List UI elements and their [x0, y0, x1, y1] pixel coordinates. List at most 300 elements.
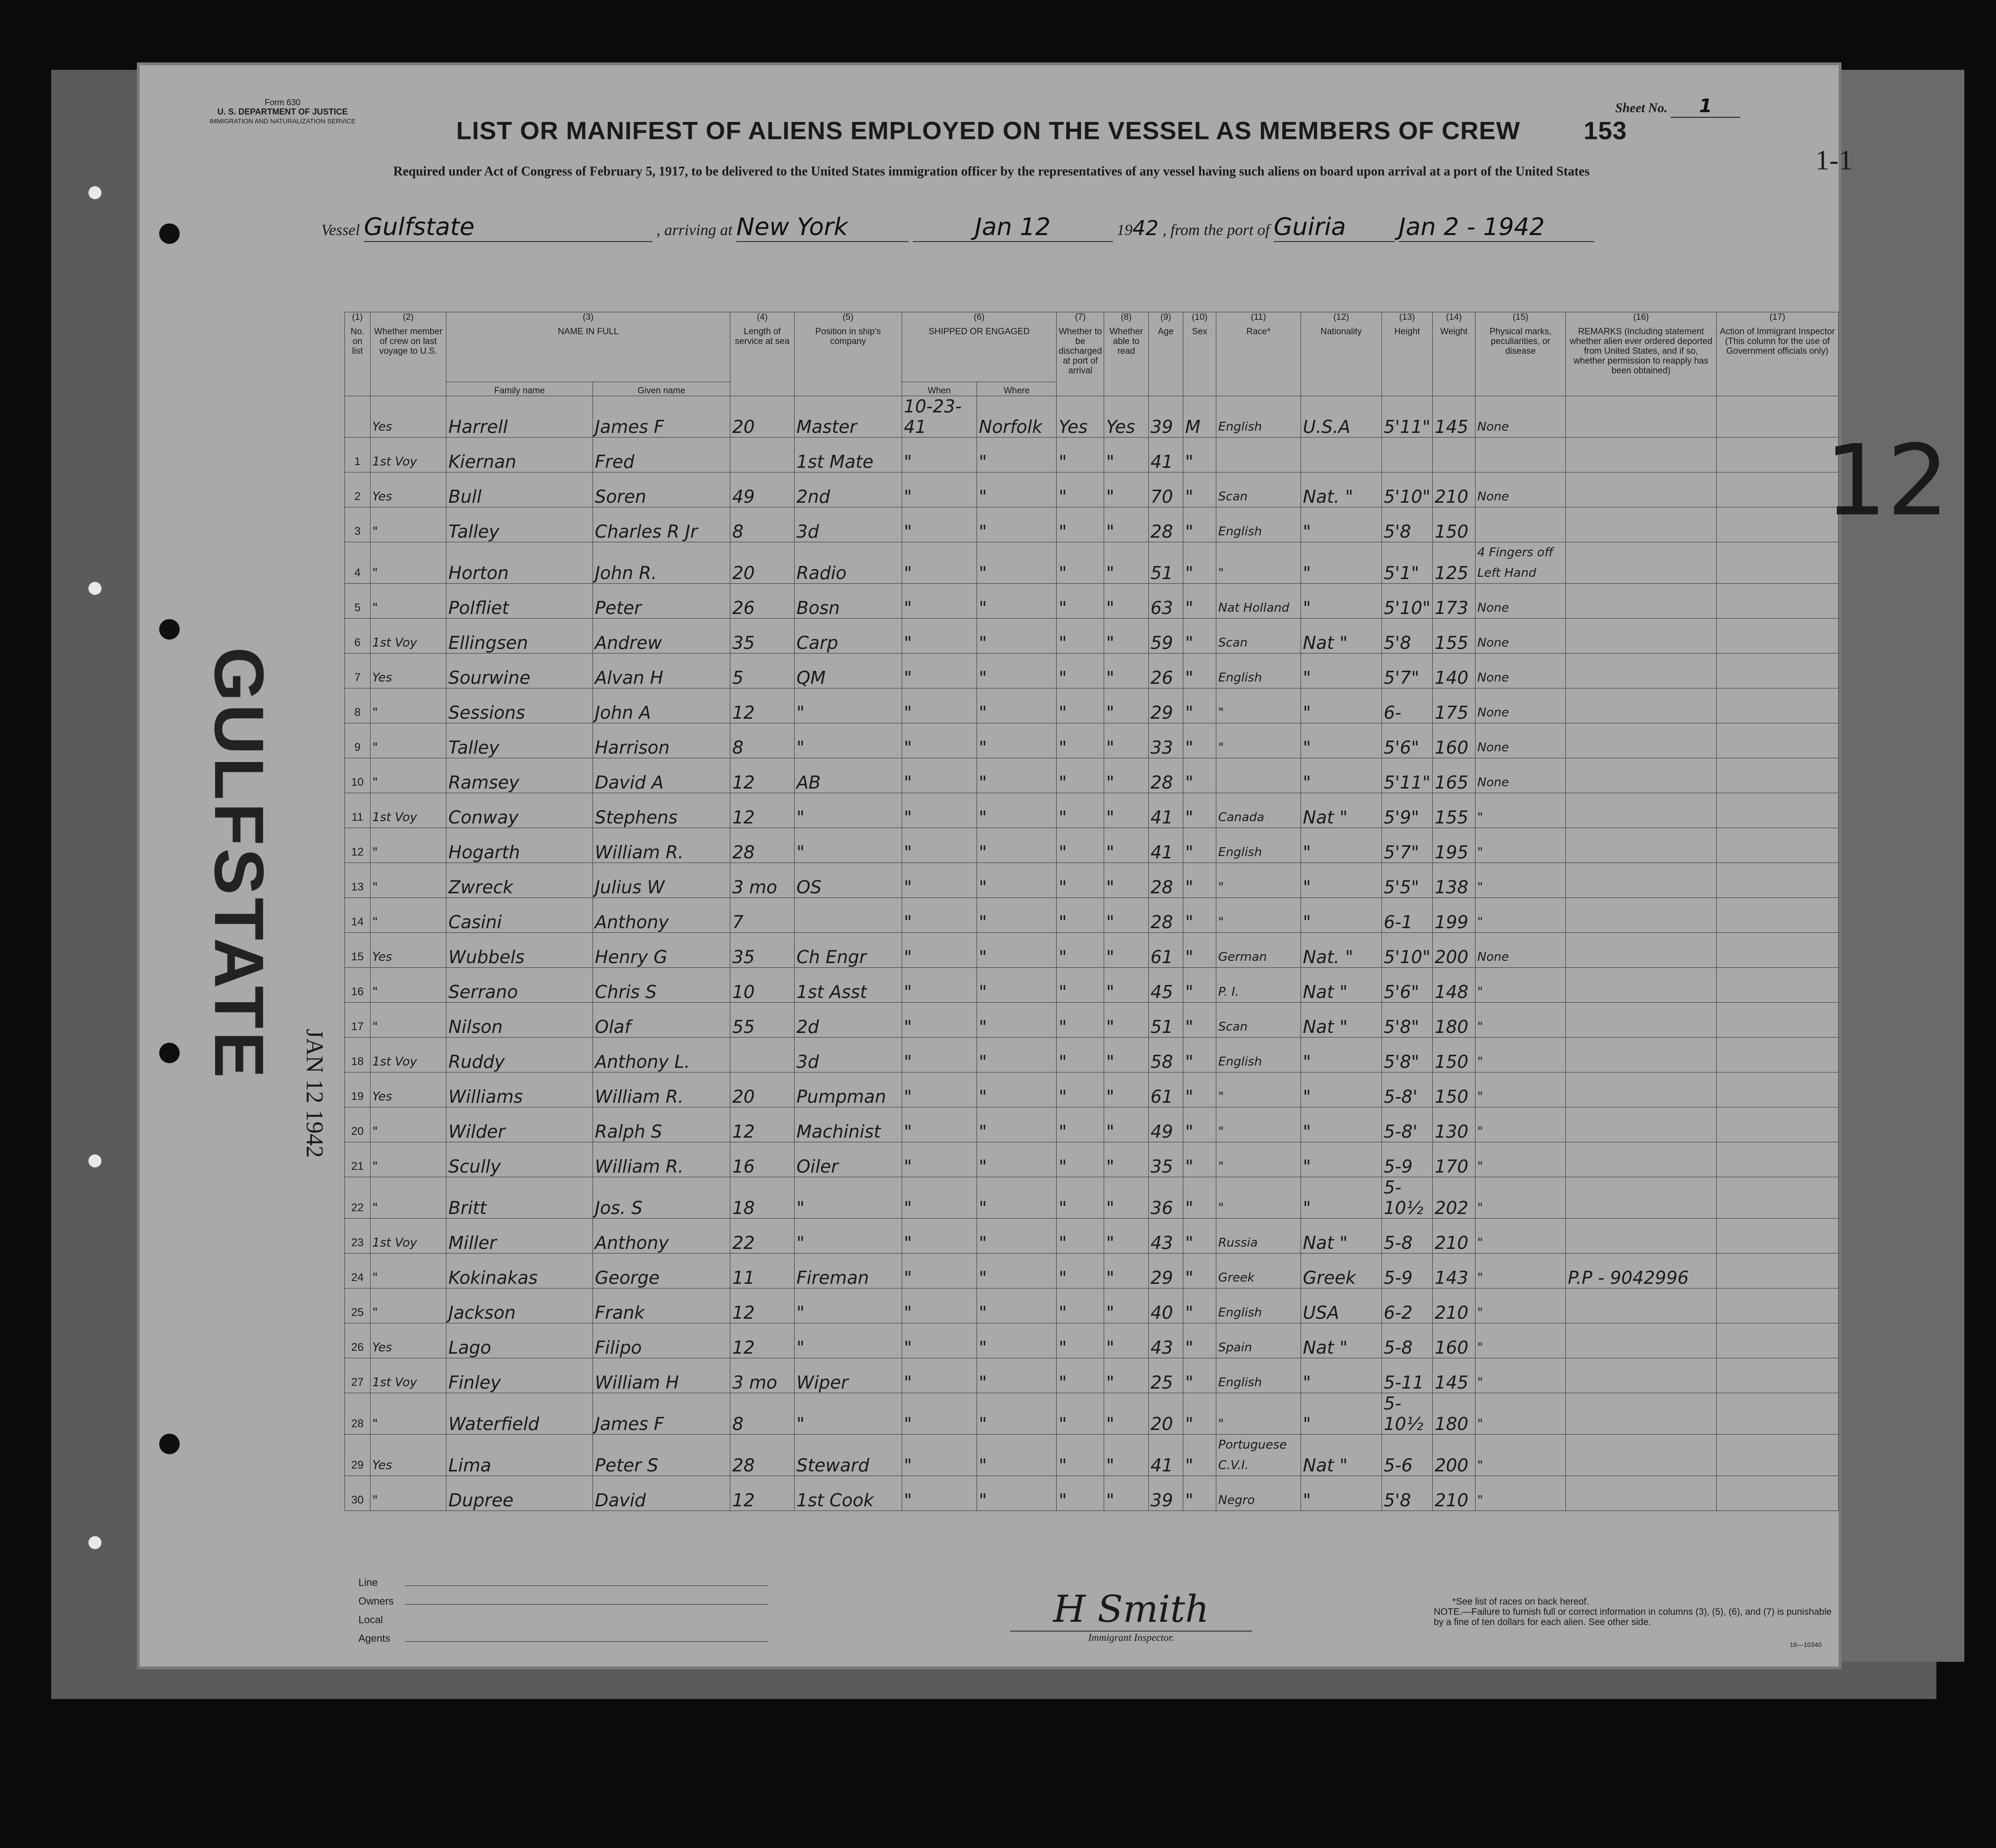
cell-weight: 175: [1433, 688, 1476, 723]
cell-race: Negro: [1216, 1476, 1301, 1511]
cell-last: ": [370, 1254, 446, 1288]
cell-given: William H: [593, 1358, 730, 1393]
cell-last: Yes: [370, 654, 446, 688]
cell-last: ": [370, 542, 446, 584]
cell-read: ": [1104, 542, 1148, 584]
cell-no: 21: [345, 1142, 371, 1177]
cell-race: ": [1216, 1142, 1301, 1177]
cell-family: Serrano: [446, 968, 593, 1003]
cell-read: ": [1104, 1254, 1148, 1288]
cell-discharged: ": [1057, 1393, 1104, 1435]
cell-when: ": [902, 723, 977, 758]
column-header: [1433, 312, 1476, 396]
cell-position: QM: [795, 654, 902, 688]
cell-given: Anthony L.: [593, 1038, 730, 1072]
cell-nationality: ": [1301, 1072, 1382, 1107]
cell-height: 5'11": [1382, 396, 1432, 438]
cell-when: ": [902, 1288, 977, 1323]
cell-weight: 155: [1433, 619, 1476, 654]
cell-service: 11: [730, 1254, 795, 1288]
cell-when: ": [902, 1254, 977, 1288]
cell-weight: 145: [1433, 1358, 1476, 1393]
table-row: [345, 758, 1839, 793]
cell-remarks: [1566, 933, 1716, 968]
cell-discharged: ": [1057, 723, 1104, 758]
cell-where: ": [977, 1072, 1057, 1107]
cell-service: 20: [730, 542, 795, 584]
cell-discharged: ": [1057, 472, 1104, 507]
cell-where: ": [977, 584, 1057, 619]
cell-marks: None: [1475, 619, 1565, 654]
cell-nationality: [1301, 438, 1382, 472]
cell-action: [1716, 1177, 1838, 1219]
column-number: (16): [1633, 312, 1649, 322]
cell-no: 12: [345, 828, 371, 863]
cell-service: 16: [730, 1142, 795, 1177]
cell-where: Norfolk: [977, 396, 1057, 438]
cell-discharged: ": [1057, 1219, 1104, 1254]
cell-where: ": [977, 1288, 1057, 1323]
cell-remarks: [1566, 1323, 1716, 1358]
cell-age: 51: [1148, 1003, 1183, 1038]
cell-action: [1716, 396, 1838, 438]
cell-no: 4: [345, 542, 371, 584]
table-row: [345, 968, 1839, 1003]
table-row: [345, 584, 1839, 619]
cell-height: 5-6: [1382, 1435, 1432, 1476]
cell-where: ": [977, 828, 1057, 863]
cell-read: ": [1104, 1393, 1148, 1435]
cell-family: Miller: [446, 1219, 593, 1254]
table-row: [345, 396, 1839, 438]
cell-remarks: [1566, 542, 1716, 584]
cell-age: 58: [1148, 1038, 1183, 1072]
cell-service: 35: [730, 619, 795, 654]
cell-discharged: ": [1057, 828, 1104, 863]
cell-nationality: Nat ": [1301, 1003, 1382, 1038]
punch-hole: [159, 1043, 180, 1063]
cell-where: ": [977, 1142, 1057, 1177]
cell-read: ": [1104, 1358, 1148, 1393]
cell-no: 28: [345, 1393, 371, 1435]
cell-no: 8: [345, 688, 371, 723]
cell-when: ": [902, 1072, 977, 1107]
cell-height: 5'8: [1382, 507, 1432, 542]
table-row: [345, 1142, 1839, 1177]
cell-discharged: ": [1057, 758, 1104, 793]
cell-when: ": [902, 1219, 977, 1254]
cell-marks: ": [1475, 1476, 1565, 1511]
cell-service: [730, 1038, 795, 1072]
cell-marks: None: [1475, 758, 1565, 793]
cell-age: 59: [1148, 619, 1183, 654]
cell-given: Jos. S: [593, 1177, 730, 1219]
cell-where: ": [977, 933, 1057, 968]
cell-age: 28: [1148, 863, 1183, 898]
signature: H Smith: [1010, 1587, 1252, 1632]
cell-age: 29: [1148, 688, 1183, 723]
cell-read: ": [1104, 933, 1148, 968]
cell-given: David A: [593, 758, 730, 793]
cell-discharged: ": [1057, 688, 1104, 723]
cell-height: 6-: [1382, 688, 1432, 723]
cell-sex: ": [1183, 1003, 1216, 1038]
cell-read: Yes: [1104, 396, 1148, 438]
cell-remarks: [1566, 1003, 1716, 1038]
cell-last: 1st Voy: [370, 619, 446, 654]
cell-when: ": [902, 472, 977, 507]
cell-discharged: ": [1057, 1288, 1104, 1323]
cell-last: ": [370, 1107, 446, 1142]
cell-given: Stephens: [593, 793, 730, 828]
column-label: Nationality: [1320, 327, 1362, 337]
cell-service: 35: [730, 933, 795, 968]
cell-no: 26: [345, 1323, 371, 1358]
cell-age: 49: [1148, 1107, 1183, 1142]
cell-height: 5-10½: [1382, 1393, 1432, 1435]
column-number: (10): [1192, 312, 1207, 322]
stamp-date: JAN 12 1942: [301, 1029, 328, 1158]
cell-race: English: [1216, 396, 1301, 438]
cell-age: 28: [1148, 758, 1183, 793]
cell-remarks: [1566, 1219, 1716, 1254]
cell-when: ": [902, 1177, 977, 1219]
cell-weight: 202: [1433, 1177, 1476, 1219]
cell-age: 35: [1148, 1142, 1183, 1177]
cell-race: ": [1216, 1072, 1301, 1107]
cell-no: 16: [345, 968, 371, 1003]
departure-port: Guiria: [1274, 213, 1395, 242]
cell-service: 7: [730, 898, 795, 933]
cell-last: 1st Voy: [370, 1038, 446, 1072]
manifest-number: 153: [1584, 117, 1627, 145]
cell-read: ": [1104, 1288, 1148, 1323]
cell-discharged: ": [1057, 1177, 1104, 1219]
cell-when: ": [902, 1435, 977, 1476]
column-label: REMARKS (Including statement whether alien ever ordered deported from United States, and if so, whether permission to reapply has been obtained): [1570, 327, 1713, 376]
cell-given: Filipo: [593, 1323, 730, 1358]
cell-service: 8: [730, 507, 795, 542]
column-number: (4): [756, 312, 768, 322]
cell-given: Ralph S: [593, 1107, 730, 1142]
cell-discharged: ": [1057, 1476, 1104, 1511]
table-row: [345, 898, 1839, 933]
cell-position: 2nd: [795, 472, 902, 507]
cell-no: 3: [345, 507, 371, 542]
column-number: (9): [1160, 312, 1171, 322]
cell-where: ": [977, 1107, 1057, 1142]
cell-service: 49: [730, 472, 795, 507]
title-text: LIST OR MANIFEST OF ALIENS EMPLOYED ON THE VESSEL AS MEMBERS OF CREW: [456, 117, 1521, 145]
cell-race: ": [1216, 1107, 1301, 1142]
cell-sex: ": [1183, 1323, 1216, 1358]
header-row: [345, 312, 1839, 382]
cell-sex: ": [1183, 1219, 1216, 1254]
cell-last: ": [370, 828, 446, 863]
cell-given: Henry G: [593, 933, 730, 968]
cell-sex: M: [1183, 396, 1216, 438]
cell-height: 5'11": [1382, 758, 1432, 793]
subcolumn-header: When: [902, 382, 977, 396]
table-row: [345, 1107, 1839, 1142]
cell-remarks: [1566, 968, 1716, 1003]
cell-family: Finley: [446, 1358, 593, 1393]
cell-read: ": [1104, 1435, 1148, 1476]
cell-where: ": [977, 898, 1057, 933]
arrival-port: New York: [736, 213, 909, 242]
cell-family: Conway: [446, 793, 593, 828]
table-row: [345, 688, 1839, 723]
cell-weight: [1433, 438, 1476, 472]
subcolumn-header: Where: [977, 382, 1057, 396]
cell-read: ": [1104, 507, 1148, 542]
cell-discharged: ": [1057, 1072, 1104, 1107]
cell-no: 23: [345, 1219, 371, 1254]
cell-sex: ": [1183, 1435, 1216, 1476]
cell-nationality: ": [1301, 1038, 1382, 1072]
punch-hole: [159, 619, 180, 640]
arrival-year: 42: [1133, 216, 1159, 240]
cell-marks: ": [1475, 1358, 1565, 1393]
cell-where: ": [977, 1476, 1057, 1511]
right-margin-note: 12: [1825, 424, 1949, 538]
cell-sex: ": [1183, 1393, 1216, 1435]
cell-family: Nilson: [446, 1003, 593, 1038]
table-row: [345, 472, 1839, 507]
cell-weight: 170: [1433, 1142, 1476, 1177]
cell-height: 5-8': [1382, 1072, 1432, 1107]
cell-age: 41: [1148, 1435, 1183, 1476]
cell-height: 5'6": [1382, 968, 1432, 1003]
cell-where: ": [977, 507, 1057, 542]
cell-nationality: Nat. ": [1301, 472, 1382, 507]
punch-hole: [159, 223, 180, 244]
cell-family: Kiernan: [446, 438, 593, 472]
cell-action: [1716, 1142, 1838, 1177]
cell-family: Casini: [446, 898, 593, 933]
cell-action: [1716, 438, 1838, 472]
cell-when: ": [902, 1323, 977, 1358]
cell-remarks: [1566, 758, 1716, 793]
cell-no: 22: [345, 1177, 371, 1219]
cell-family: Lago: [446, 1323, 593, 1358]
cell-height: 5-10½: [1382, 1177, 1432, 1219]
cell-age: 43: [1148, 1323, 1183, 1358]
cell-last: ": [370, 1142, 446, 1177]
cell-no: 7: [345, 654, 371, 688]
cell-when: ": [902, 933, 977, 968]
race-note: *See list of races on back hereof.: [1452, 1597, 1589, 1607]
cell-where: ": [977, 1038, 1057, 1072]
column-label: No. on list: [351, 327, 364, 356]
cell-position: Radio: [795, 542, 902, 584]
cell-height: 5'1": [1382, 542, 1432, 584]
cell-given: Chris S: [593, 968, 730, 1003]
cell-when: ": [902, 1038, 977, 1072]
cell-discharged: ": [1057, 968, 1104, 1003]
cell-discharged: ": [1057, 1435, 1104, 1476]
cell-marks: ": [1475, 1003, 1565, 1038]
cell-marks: None: [1475, 723, 1565, 758]
cell-read: ": [1104, 968, 1148, 1003]
cell-nationality: ": [1301, 1177, 1382, 1219]
cell-sex: ": [1183, 654, 1216, 688]
cell-action: [1716, 1038, 1838, 1072]
cell-where: ": [977, 472, 1057, 507]
cell-action: [1716, 793, 1838, 828]
cell-sex: ": [1183, 1358, 1216, 1393]
cell-where: ": [977, 863, 1057, 898]
cell-given: William R.: [593, 1142, 730, 1177]
page-title: [456, 116, 1627, 145]
cell-where: ": [977, 438, 1057, 472]
margin-hole: [88, 1154, 101, 1167]
cell-nationality: Nat ": [1301, 1323, 1382, 1358]
agents-field: [358, 1611, 768, 1648]
subcolumn-header: Given name: [593, 382, 730, 396]
cell-action: [1716, 1323, 1838, 1358]
cell-nationality: ": [1301, 1142, 1382, 1177]
column-number: (1): [352, 312, 363, 322]
cell-marks: None: [1475, 584, 1565, 619]
cell-family: Waterfield: [446, 1393, 593, 1435]
cell-weight: 160: [1433, 1323, 1476, 1358]
column-header: [345, 312, 371, 396]
table-row: [345, 793, 1839, 828]
cell-nationality: ": [1301, 1358, 1382, 1393]
cell-position: Carp: [795, 619, 902, 654]
cell-remarks: [1566, 1358, 1716, 1393]
cell-when: ": [902, 828, 977, 863]
cell-service: 28: [730, 1435, 795, 1476]
cell-marks: ": [1475, 1288, 1565, 1323]
cell-race: ": [1216, 723, 1301, 758]
cell-position: Master: [795, 396, 902, 438]
cell-race: ": [1216, 542, 1301, 584]
cell-last: Yes: [370, 933, 446, 968]
corner-note: 1-1: [1815, 145, 1853, 175]
manifest-rows: [345, 396, 1839, 1511]
cell-position: ": [795, 723, 902, 758]
cell-position: Oiler: [795, 1142, 902, 1177]
cell-position: ": [795, 688, 902, 723]
form-id: [209, 98, 356, 126]
cell-last: ": [370, 1177, 446, 1219]
cell-sex: ": [1183, 584, 1216, 619]
cell-no: 25: [345, 1288, 371, 1323]
table-row: [345, 723, 1839, 758]
cell-action: [1716, 1219, 1838, 1254]
table-row: [345, 1358, 1839, 1393]
cell-height: 5'10": [1382, 584, 1432, 619]
cell-given: Fred: [593, 438, 730, 472]
cell-discharged: ": [1057, 933, 1104, 968]
cell-age: 25: [1148, 1358, 1183, 1393]
cell-nationality: ": [1301, 1476, 1382, 1511]
column-header: [902, 312, 1057, 382]
cell-weight: 180: [1433, 1393, 1476, 1435]
cell-no: 9: [345, 723, 371, 758]
cell-no: 20: [345, 1107, 371, 1142]
table-row: [345, 828, 1839, 863]
table-row: [345, 1003, 1839, 1038]
table-row: [345, 654, 1839, 688]
line-field: [358, 1573, 768, 1592]
vessel-name: Gulfstate: [364, 213, 653, 242]
cell-when: ": [902, 584, 977, 619]
cell-given: George: [593, 1254, 730, 1288]
cell-height: 5-8': [1382, 1107, 1432, 1142]
cell-discharged: ": [1057, 1038, 1104, 1072]
column-label: Age: [1158, 327, 1174, 337]
cell-remarks: [1566, 1435, 1716, 1476]
cell-when: ": [902, 898, 977, 933]
cell-position: ": [795, 1219, 902, 1254]
column-label: NAME IN FULL: [558, 327, 619, 337]
cell-sex: ": [1183, 542, 1216, 584]
cell-age: 41: [1148, 438, 1183, 472]
cell-action: [1716, 933, 1838, 968]
subcolumn-header: Family name: [446, 382, 593, 396]
cell-read: ": [1104, 793, 1148, 828]
cell-service: 22: [730, 1219, 795, 1254]
cell-family: Dupree: [446, 1476, 593, 1511]
cell-age: 41: [1148, 793, 1183, 828]
form-number: Form 630: [264, 98, 301, 107]
cell-nationality: Nat ": [1301, 1219, 1382, 1254]
cell-no: 10: [345, 758, 371, 793]
cell-age: 29: [1148, 1254, 1183, 1288]
cell-service: 8: [730, 1393, 795, 1435]
cell-position: 2d: [795, 1003, 902, 1038]
departure-date: Jan 2 - 1942: [1399, 213, 1594, 242]
cell-nationality: USA: [1301, 1288, 1382, 1323]
cell-height: 6-2: [1382, 1288, 1432, 1323]
department: U. S. DEPARTMENT OF JUSTICE: [217, 107, 348, 116]
cell-action: [1716, 1393, 1838, 1435]
cell-sex: ": [1183, 438, 1216, 472]
cell-race: [1216, 758, 1301, 793]
cell-when: ": [902, 758, 977, 793]
cell-race: Greek: [1216, 1254, 1301, 1288]
column-number: (14): [1446, 312, 1462, 322]
cell-action: [1716, 619, 1838, 654]
cell-nationality: Nat. ": [1301, 933, 1382, 968]
cell-last: Yes: [370, 1323, 446, 1358]
cell-read: ": [1104, 758, 1148, 793]
cell-age: 20: [1148, 1393, 1183, 1435]
cell-read: ": [1104, 1107, 1148, 1142]
cell-height: 5'6": [1382, 723, 1432, 758]
cell-nationality: ": [1301, 898, 1382, 933]
inspector-label: Immigrant Inspector.: [1088, 1632, 1174, 1643]
cell-marks: ": [1475, 1393, 1565, 1435]
cell-when: ": [902, 688, 977, 723]
cell-read: ": [1104, 1142, 1148, 1177]
table-row: [345, 1254, 1839, 1288]
cell-discharged: ": [1057, 1142, 1104, 1177]
cell-weight: 200: [1433, 933, 1476, 968]
cell-age: 36: [1148, 1177, 1183, 1219]
cell-service: 10: [730, 968, 795, 1003]
cell-height: 5'7": [1382, 828, 1432, 863]
cell-weight: 195: [1433, 828, 1476, 863]
cell-nationality: Nat ": [1301, 968, 1382, 1003]
cell-height: 5-8: [1382, 1219, 1432, 1254]
cell-family: Polfliet: [446, 584, 593, 619]
cell-weight: 125: [1433, 542, 1476, 584]
cell-sex: ": [1183, 933, 1216, 968]
